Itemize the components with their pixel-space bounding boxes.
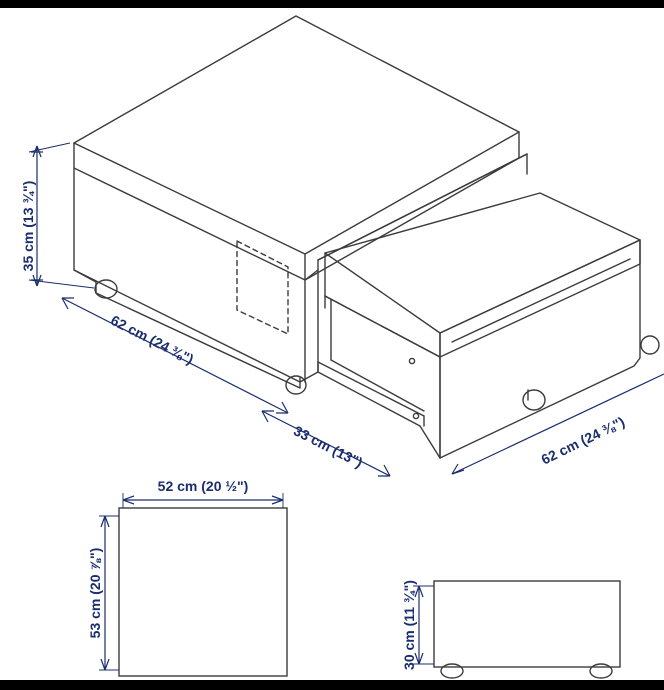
dim-label-depth-drawer: 33 cm (13") (291, 422, 366, 471)
table-top-front-edge (74, 143, 305, 280)
caster-right-rear (641, 336, 659, 354)
frame-top-rail-inner (318, 158, 519, 260)
ext-line-height-top (29, 143, 70, 152)
drawer-bottom-left-line (325, 296, 440, 357)
front-view-caster-left (441, 664, 463, 678)
caster-left-front (286, 376, 306, 394)
top-view-dimensions (99, 493, 283, 670)
perspective-view (74, 16, 659, 458)
front-view-caster-right (590, 664, 612, 678)
body-divider-panel (300, 270, 318, 382)
dim-label-top-width: 52 cm (20 ½") (157, 478, 249, 494)
dim-label-front-height: 30 cm (11 ¾") (401, 580, 417, 670)
drawing-canvas (0, 8, 664, 680)
caster-right-front (523, 390, 545, 410)
dim-label-width-left: 62 cm (24 ⅜") (108, 311, 197, 368)
top-view (119, 508, 287, 676)
table-top-surface (74, 16, 519, 254)
screw-dot-1 (409, 358, 414, 363)
bottom-letterbox-bar (0, 680, 664, 690)
screw-dot-2 (413, 413, 418, 418)
drawer-opening-top (325, 193, 640, 333)
hidden-detail-outline (237, 241, 288, 334)
body-left-side (74, 168, 96, 293)
drawer-right-wall (440, 240, 640, 357)
top-letterbox-bar (0, 0, 664, 8)
table-top-right-edge (305, 132, 519, 280)
top-view-outline (119, 508, 287, 676)
dim-label-top-height: 53 cm (20 ⅞") (87, 547, 103, 639)
drawer-bottom-rail-inner (318, 362, 424, 416)
drawer-front-inner-line (452, 259, 630, 342)
front-view (434, 581, 620, 678)
ext-line-height-bottom (29, 280, 94, 288)
front-view-outline (434, 581, 620, 667)
drawer-bottom-corner (420, 426, 440, 458)
dim-label-height-main: 35 cm (13 ¾") (20, 180, 36, 272)
dim-label-width-right: 62 cm (24 ⅜") (538, 413, 628, 468)
body-left-bottom (96, 293, 300, 388)
